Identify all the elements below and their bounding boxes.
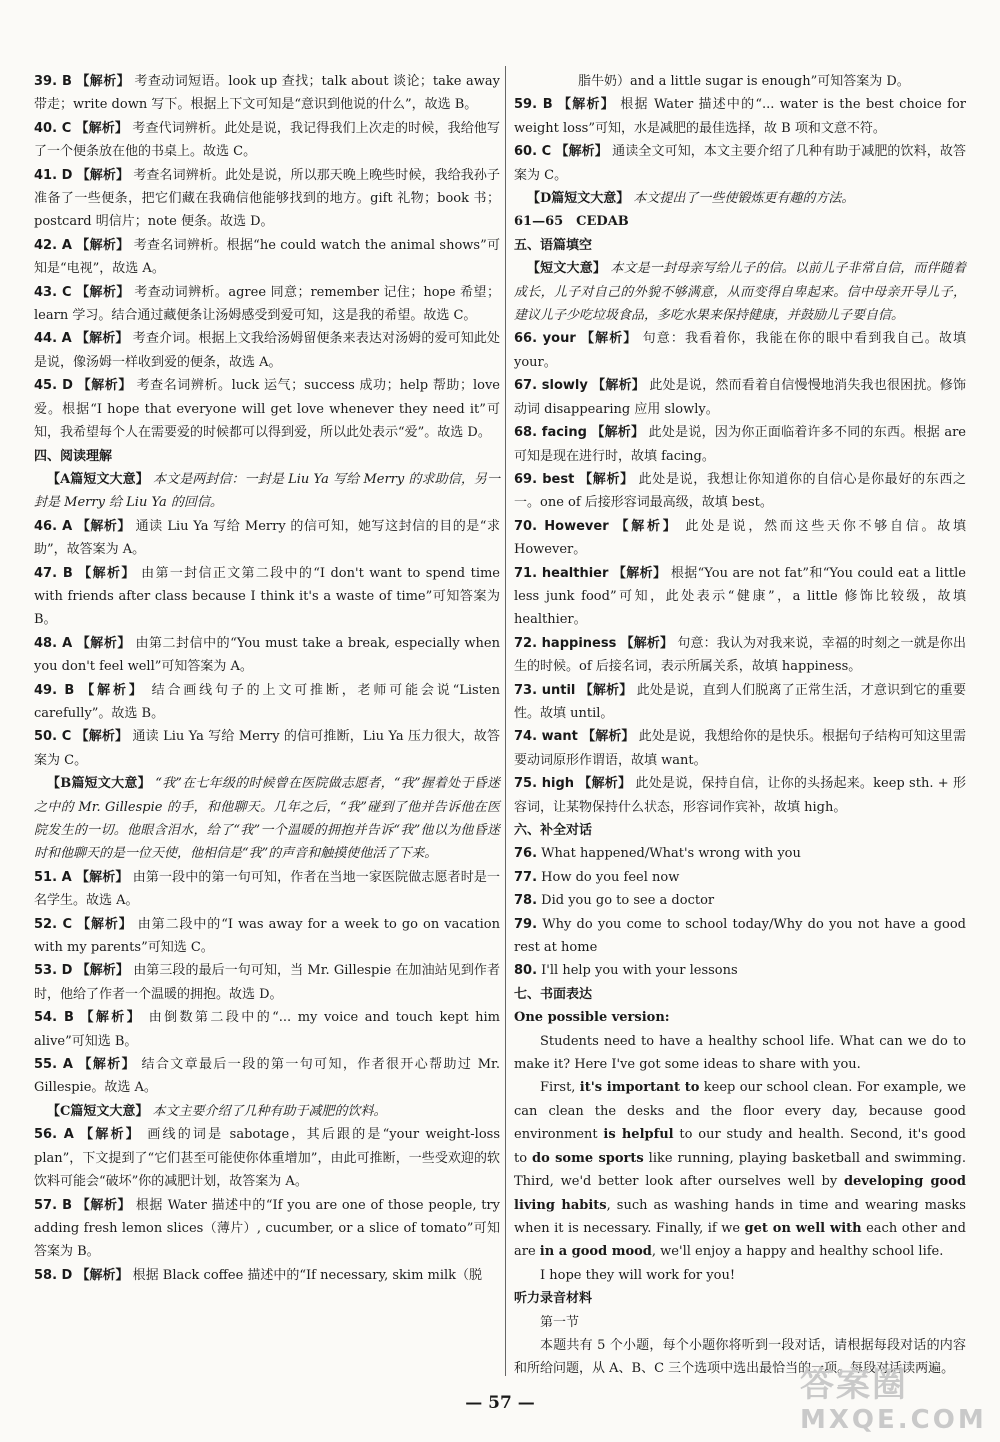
item-number: 55. A — [34, 1057, 73, 1073]
item-text: 此处是说，我想给你的是快乐。根据句子结构可知这里需要动词原形作谓语，故填 want。 — [514, 729, 966, 768]
summary-title: 【C篇短文大意】 — [47, 1103, 149, 1119]
item-number: 71. healthier — [514, 565, 609, 581]
analysis-tag: 【解析】 — [77, 916, 133, 932]
right-column — [514, 70, 966, 1381]
answer-item — [514, 374, 966, 421]
item-text: 此处是说，我想让你知道你的自信心是你最好的东西之一。one of 后接形容词最高级，故填 best。 — [514, 471, 966, 511]
summary-title: 【B篇短文大意】 — [47, 776, 151, 792]
key-phrase: get on well with — [744, 1220, 862, 1236]
answer-text: Did you go to see a doctor — [541, 893, 715, 909]
item-text: 考查介词。根据上文我给汤姆留便条来表达对汤姆的爱可知此处是说，像汤姆一样收到爱的便条，故选 A。 — [34, 331, 500, 370]
answer-text: Why do you come to school today/Why do you not have a good rest at home — [514, 916, 966, 956]
item-number: 67. slowly — [514, 378, 588, 394]
item-number: 78. — [514, 893, 538, 909]
item-text: 句意：我认为对我来说，幸福的时刻之一就是你出生的时候。of 后接名词，表示所属关系，故填 happiness。 — [514, 635, 966, 675]
item-number: 46. A — [34, 518, 73, 534]
item-number: 56. A — [34, 1127, 74, 1143]
item-text: 句意：我看着你，我能在你的眼中看到我自己。故填 your。 — [514, 331, 966, 370]
answer-item — [34, 327, 500, 374]
item-number: 75. high — [514, 776, 575, 792]
summary-text: 本文提出了一些使锻炼更有趣的方法。 — [633, 191, 855, 207]
label-line: 61—65 CEDAB — [514, 214, 629, 230]
essay-text: 本题共有 5 个小题，每个小题你将听到一段对话，请根据每段对话的内容和所给问题，从 A、B、C 三个选项中选出最恰当的一项。每段对话读两遍。 — [514, 1337, 966, 1377]
analysis-tag: 【解析】 — [580, 331, 638, 347]
item-text: 考查名词辨析。此处是说，所以那天晚上晚些时候，我给我孙子准备了一些便条，把它们藏在我确信他能够找到的地方。gift 礼物；book 书；postcard 明信片；note 便条。故选 D。 — [34, 167, 500, 230]
analysis-tag: 【解析】 — [76, 635, 131, 651]
answer-item — [514, 772, 966, 819]
item-text: 考查名词辨析。根据“he could watch the animal shows”可知是“电视”，故选 A。 — [34, 237, 500, 277]
answer-item — [34, 234, 500, 281]
analysis-tag: 【解析】 — [592, 378, 645, 394]
analysis-tag: 【解析】 — [78, 1057, 137, 1073]
item-text: 此处是说，然而看着自信慢慢地消失我也很困扰。修饰动词 disappearing 应用 slowly。 — [514, 378, 966, 417]
answer-item — [514, 421, 966, 468]
dialogue-answer — [514, 959, 966, 982]
answer-item — [34, 632, 500, 679]
item-number: 50. C — [34, 729, 72, 745]
key-phrase: it's important to — [579, 1080, 700, 1096]
answer-item — [34, 164, 500, 234]
answer-item — [34, 1194, 500, 1264]
item-number: 58. D — [34, 1267, 73, 1283]
item-number: 76. — [514, 846, 538, 862]
analysis-tag: 【解析】 — [579, 471, 634, 487]
item-text: 此处是说，然而这些天你不够自信。故填 However。 — [514, 518, 966, 558]
analysis-tag: 【解析】 — [78, 565, 136, 581]
essay-paragraph — [514, 1311, 966, 1334]
item-text: 由第三段的最后一句可知，当 Mr. Gillespie 在加油站见到作者时，他给了作者一个温暖的拥抱。故选 D。 — [34, 963, 500, 1002]
item-text: 此处是说，保持自信，让你的头扬起来。keep sth. + 形容词，让某物保持什么状态，形容词作宾补，故填 high。 — [514, 776, 967, 815]
item-number: 53. D — [34, 963, 73, 979]
item-text: 根据 Water 描述中的“... water is the best choice for weight loss”可知，水是减肥的最佳选择，故 B 项和文意不符。 — [514, 97, 966, 136]
item-number: 79. — [514, 916, 538, 932]
answer-text: What happened/What's wrong with you — [541, 846, 801, 862]
item-text: 结合文章最后一段的第一句可知，作者很开心帮助过 Mr. Gillespie。故选 A。 — [34, 1057, 500, 1096]
summary-title: 【短文大意】 — [527, 261, 607, 277]
answer-item — [34, 1123, 500, 1193]
item-number: 80. — [514, 963, 538, 979]
item-number: 40. C — [34, 120, 72, 136]
analysis-tag: 【解析】 — [76, 331, 129, 347]
answer-item — [34, 1006, 500, 1053]
summary-text: 本文主要介绍了几种有助于减肥的饮料。 — [152, 1103, 387, 1119]
column-divider — [505, 66, 506, 1376]
dialogue-answer — [514, 866, 966, 889]
item-text: 通读 Liu Ya 写给 Merry 的信可知，她写这封信的目的是“求助”，故答案为 A。 — [34, 518, 500, 558]
item-number: 51. A — [34, 869, 72, 885]
item-number: 52. C — [34, 916, 73, 932]
item-number: 73. until — [514, 682, 576, 698]
item-text: 结合画线句子的上文可推断，老师可能会说“Listen carefully”。故选 B。 — [34, 682, 500, 721]
page-number: — 57 — — [465, 1393, 535, 1413]
answer-item — [514, 468, 966, 515]
essay-text: First, — [540, 1080, 580, 1096]
key-phrase: in a good mood — [539, 1244, 652, 1260]
answer-item — [34, 913, 500, 960]
analysis-tag: 【解析】 — [76, 518, 131, 534]
item-number: 77. — [514, 869, 538, 885]
answer-item — [34, 562, 500, 632]
analysis-tag: 【解析】 — [75, 729, 129, 745]
item-number: 69. best — [514, 471, 575, 487]
essay-paragraph — [514, 1030, 966, 1077]
answer-item — [514, 725, 966, 772]
answer-item — [34, 515, 500, 562]
essay-paragraph — [514, 1264, 966, 1287]
item-number: 54. B — [34, 1010, 74, 1026]
analysis-tag: 【解析】 — [76, 284, 130, 300]
item-text: 考查动词辨析。agree 同意；remember 记住；hope 希望；learn 学习。结合通过藏便条让汤姆感受到爱可知，这是我的希望。故选 C。 — [34, 284, 500, 324]
item-number: 72. happiness — [514, 635, 617, 651]
item-number: 41. D — [34, 167, 73, 183]
item-text: 由第二段中的“I was away for a week to go on vacation with my parents”可知选 C。 — [34, 916, 500, 956]
left-column — [34, 70, 500, 1287]
passage-summary — [34, 772, 500, 866]
watermark-cn: 答案圈 — [800, 1365, 908, 1405]
dialogue-answer — [514, 913, 966, 960]
section-heading: 七、书面表达 — [514, 986, 593, 1002]
dialogue-answer — [514, 842, 966, 865]
item-number: 70. However — [514, 518, 609, 534]
summary-title: 【D篇短文大意】 — [527, 191, 630, 207]
answer-item — [514, 93, 966, 140]
item-number: 43. C — [34, 284, 72, 300]
answer-item — [514, 562, 966, 632]
dialogue-answer — [514, 889, 966, 912]
analysis-tag: 【解析】 — [76, 237, 130, 253]
essay-text: , such as washing hands in time and wearing masks when it is necessary. Finally, if we — [514, 1197, 966, 1236]
item-text: 考查名词辨析。luck 运气；success 成功；help 帮助；love 爱。根据“I hope that everyone will get love whenever they need it”可知，我希望每个人在需要爱的时候都可以得到爱，所以此处表示“爱”。故选 D。 — [34, 378, 500, 441]
continued-text: 脂牛奶）and a little sugar is enough”可知答案为 D。 — [578, 74, 910, 89]
item-text: 画线的词是 sabotage，其后跟的是“your weight-loss plan”，下文提到了“它们甚至可能使你体重增加”，由此可推断，一些受欢迎的软饮料可能会“破坏”你的减肥计划，故答案为 A。 — [34, 1127, 500, 1190]
section-heading: 六、补全对话 — [514, 823, 593, 838]
analysis-tag: 【解析】 — [76, 1267, 129, 1283]
answer-item — [34, 725, 500, 772]
essay-text: I hope they will work for you! — [540, 1267, 736, 1283]
item-text: 此处是说，直到人们脱离了正常生活，才意识到它的重要性。故填 until。 — [514, 682, 966, 721]
answer-item — [34, 281, 500, 328]
item-text: 考查动词短语。look up 查找；talk about 谈论；take away 带走；write down 写下。根据上下文可知是“意识到他说的什么”，故选 B。 — [34, 74, 500, 113]
passage-summary — [34, 468, 500, 515]
summary-title: 【A篇短文大意】 — [47, 471, 149, 487]
essay-paragraph — [514, 1076, 966, 1263]
key-phrase: do some sports — [532, 1150, 644, 1166]
answer-item — [514, 140, 966, 187]
key-phrase: developing good living habits — [514, 1174, 966, 1213]
item-text: 由第一封信正文第二段中的“I don't want to spend time with friends after class because I think it's a waste of time”可知答案为 B。 — [34, 565, 501, 628]
answer-item — [34, 1264, 500, 1287]
item-number: 57. B — [34, 1197, 73, 1213]
essay-text: to our study and health. Second, it's good to — [514, 1127, 966, 1166]
answer-item — [34, 866, 500, 913]
essay-text: like running, playing basketball and swimming. Third, we'd better look after ourselves well by — [514, 1150, 966, 1190]
essay-text: Students need to have a healthy school life. What can we do to make it? Here I've got some ideas to share with you. — [514, 1033, 966, 1073]
answer-text: I'll help you with your lessons — [541, 963, 738, 979]
analysis-tag: 【解析】 — [76, 74, 130, 89]
analysis-tag: 【解析】 — [615, 518, 679, 534]
analysis-tag: 【解析】 — [620, 635, 674, 651]
analysis-tag: 【解析】 — [555, 144, 608, 160]
summary-text: 本文是一封母亲写给儿子的信。以前儿子非常自信，而伴随着成长，儿子对自己的外貌不够满意，从而变得自卑起来。信中母亲开导儿子，建议儿子少吃垃圾食品，多吃水果来保持健康，并鼓励儿子要自信。 — [514, 261, 966, 324]
answer-text: How do you feel now — [541, 869, 680, 885]
analysis-tag: 【解析】 — [76, 963, 129, 979]
section-heading: 听力录音材料 — [514, 1291, 593, 1307]
item-number: 49. B — [34, 682, 75, 698]
analysis-tag: 【解析】 — [591, 425, 645, 441]
passage-summary — [514, 257, 966, 327]
essay-text: each other and are — [514, 1220, 966, 1260]
analysis-tag: 【解析】 — [76, 869, 129, 885]
essay-text: keep our school clean. For example, we can clean the desks and the floor every day, because good environment — [514, 1080, 966, 1143]
analysis-tag: 【解析】 — [75, 120, 129, 136]
passage-summary — [514, 187, 966, 210]
item-text: 由第二封信中的“You must take a break, especially when you don't feel well”可知答案为 A。 — [34, 635, 500, 675]
answer-item — [34, 374, 500, 444]
analysis-tag: 【解析】 — [80, 1010, 143, 1026]
answer-item — [34, 70, 500, 117]
answer-item — [514, 632, 966, 679]
section-heading: 五、语篇填空 — [514, 237, 593, 253]
analysis-tag: 【解析】 — [77, 378, 132, 394]
item-number: 42. A — [34, 237, 72, 253]
analysis-tag: 【解析】 — [612, 565, 667, 581]
item-text: 根据“You are not fat”和“You could eat a little less junk food”可知，此处表示“健康”，a little 修饰比较级，故填 healthier。 — [514, 565, 967, 628]
item-number: 74. want — [514, 729, 578, 745]
analysis-tag: 【解析】 — [558, 97, 615, 113]
item-text: 由倒数第二段中的“... my voice and touch kept him alive”可知选 B。 — [34, 1010, 500, 1049]
answer-item — [34, 117, 500, 164]
watermark-en: MXQE.COM — [800, 1405, 987, 1435]
item-number: 39. B — [34, 74, 72, 89]
analysis-tag: 【解析】 — [579, 682, 633, 698]
analysis-tag: 【解析】 — [582, 729, 635, 745]
analysis-tag: 【解析】 — [76, 1197, 132, 1213]
answer-item — [514, 515, 966, 562]
item-text: 根据 Black coffee 描述中的“If necessary, skim milk（脱 — [132, 1267, 483, 1283]
watermark-logo — [800, 1365, 987, 1435]
answer-item — [34, 1053, 500, 1100]
analysis-tag: 【解析】 — [578, 776, 632, 792]
passage-summary — [34, 1100, 500, 1123]
item-number: 44. A — [34, 331, 72, 347]
analysis-tag: 【解析】 — [76, 167, 130, 183]
analysis-tag: 【解析】 — [80, 1127, 141, 1143]
answer-item — [514, 679, 966, 726]
item-text: 通读 Liu Ya 写给 Merry 的信可推断，Liu Ya 压力很大，故答案为 C。 — [34, 729, 500, 768]
summary-text: “我”在七年级的时候曾在医院做志愿者，“我”握着处于昏迷之中的 Mr. Gillespie 的手，和他聊天。几年之后，“我”碰到了他并告诉他在医院发生的一切。他眼含泪水，给了“我”一个温暖的拥抱并告诉“我”他以为他昏迷时和他聊天的是一位天使，他相信是“我”的声音和触摸使他活了下来。 — [34, 776, 500, 862]
item-number: 68. facing — [514, 425, 587, 441]
section-heading: 四、阅读理解 — [34, 448, 113, 464]
answer-item — [34, 959, 500, 1006]
item-text: 考查代词辨析。此处是说，我记得我们上次走的时候，我给他写了一个便条放在他的书桌上。故选 C。 — [34, 120, 500, 160]
item-text: 根据 Water 描述中的“If you are one of those people, try adding fresh lemon slices（薄片）, cucumber, or a slice of tomato”可知答案为 B。 — [34, 1197, 500, 1260]
analysis-tag: 【解析】 — [81, 682, 145, 698]
item-text: 此处是说，因为你正面临着许多不同的东西。根据 are 可知是现在进行时，故填 facing。 — [514, 425, 966, 464]
key-phrase: is helpful — [603, 1127, 674, 1143]
item-number: 60. C — [514, 144, 552, 160]
essay-text: 第一节 — [540, 1314, 580, 1330]
item-number: 66. your — [514, 331, 576, 347]
item-number: 45. D — [34, 378, 73, 394]
essay-text: , we'll enjoy a happy and healthy school life. — [651, 1244, 944, 1260]
item-number: 48. A — [34, 635, 73, 651]
answer-item — [34, 679, 500, 726]
item-text: 通读全文可知，本文主要介绍了几种有助于减肥的饮料，故答案为 C。 — [514, 144, 966, 183]
answer-item — [514, 327, 966, 374]
item-number: 47. B — [34, 565, 73, 581]
summary-text: 本文是两封信：一封是 Liu Ya 写给 Merry 的求助信，另一封是 Merry 给 Liu Ya 的回信。 — [34, 471, 500, 511]
item-number: 59. B — [514, 97, 553, 113]
label-line: One possible version: — [514, 1010, 670, 1026]
item-text: 由第一段中的第一句可知，作者在当地一家医院做志愿者时是一名学生。故选 A。 — [34, 869, 500, 909]
